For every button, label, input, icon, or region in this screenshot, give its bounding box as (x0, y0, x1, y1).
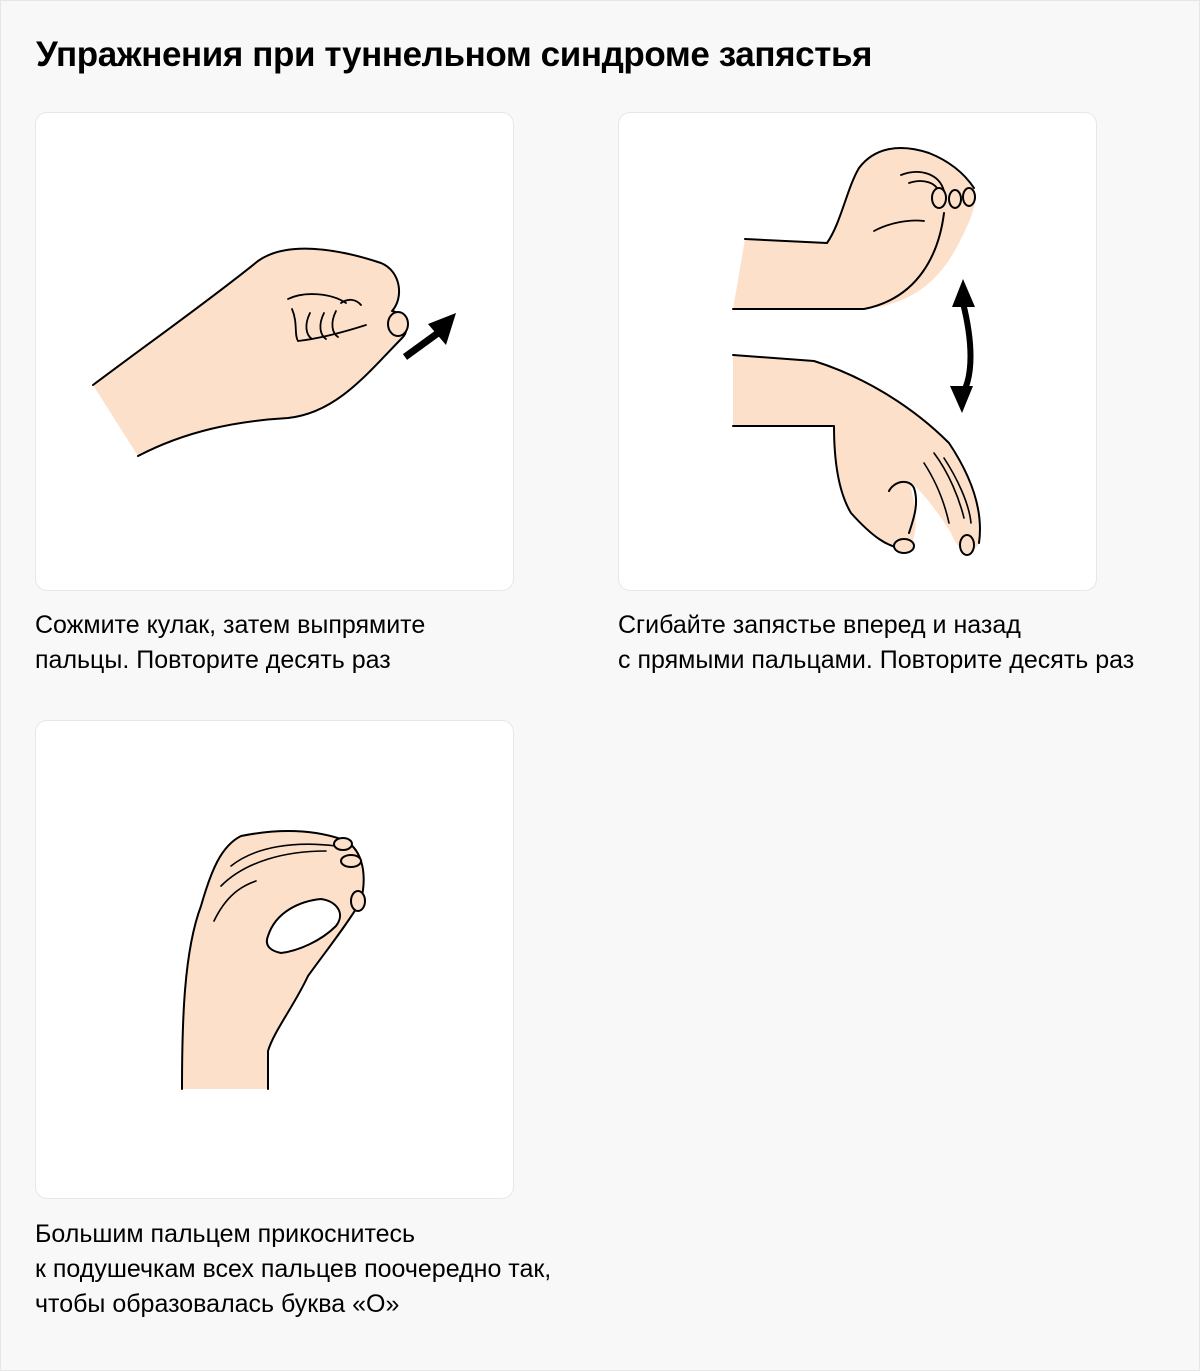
fist-thumb-nail (388, 312, 408, 336)
page-title: Упражнения при туннельном синдроме запястья (36, 35, 873, 74)
double-arrow-head-down (950, 386, 973, 413)
caption-line: с прямыми пальцами. Повторите десять раз (618, 646, 1135, 674)
caption-line: чтобы образовалась буква «О» (35, 1290, 400, 1318)
fist-hand-illustration (36, 113, 513, 590)
o-nail-3 (351, 891, 365, 911)
o-hand-skin (182, 831, 364, 1089)
exercise-card-fist (35, 112, 514, 591)
caption-line: Сгибайте запястье вперед и назад (618, 611, 1021, 639)
lower-hand-skin (733, 355, 980, 552)
double-arrow-shaft (963, 303, 971, 393)
double-arrow-head-up (952, 279, 975, 307)
upper-nail-3 (963, 188, 975, 206)
fist-hand-skin (93, 249, 406, 456)
caption-line: к подушечкам всех пальцев поочередно так, (35, 1255, 552, 1283)
fist-arrow-shaft (405, 333, 438, 357)
o-nail-2 (341, 855, 361, 867)
caption-line: пальцы. Повторите десять раз (35, 646, 391, 674)
exercise-caption-fist (35, 608, 425, 678)
wrist-flex-illustration (619, 113, 1096, 590)
lower-nail-1 (894, 539, 914, 553)
lower-nail-2 (960, 535, 974, 555)
upper-nail-1 (932, 188, 946, 208)
exercise-card-o-shape (35, 720, 514, 1199)
exercise-caption-wrist-flex (618, 608, 1134, 678)
upper-nail-2 (949, 190, 961, 208)
o-nail-1 (334, 838, 352, 850)
exercise-card-wrist-flex (618, 112, 1097, 591)
caption-line: Большим пальцем прикоснитесь (35, 1220, 416, 1248)
o-shape-hand-illustration (36, 721, 513, 1198)
exercise-caption-o-shape (35, 1217, 551, 1322)
upper-hand-skin (733, 148, 975, 309)
caption-line: Сожмите кулак, затем выпрямите (35, 611, 426, 639)
